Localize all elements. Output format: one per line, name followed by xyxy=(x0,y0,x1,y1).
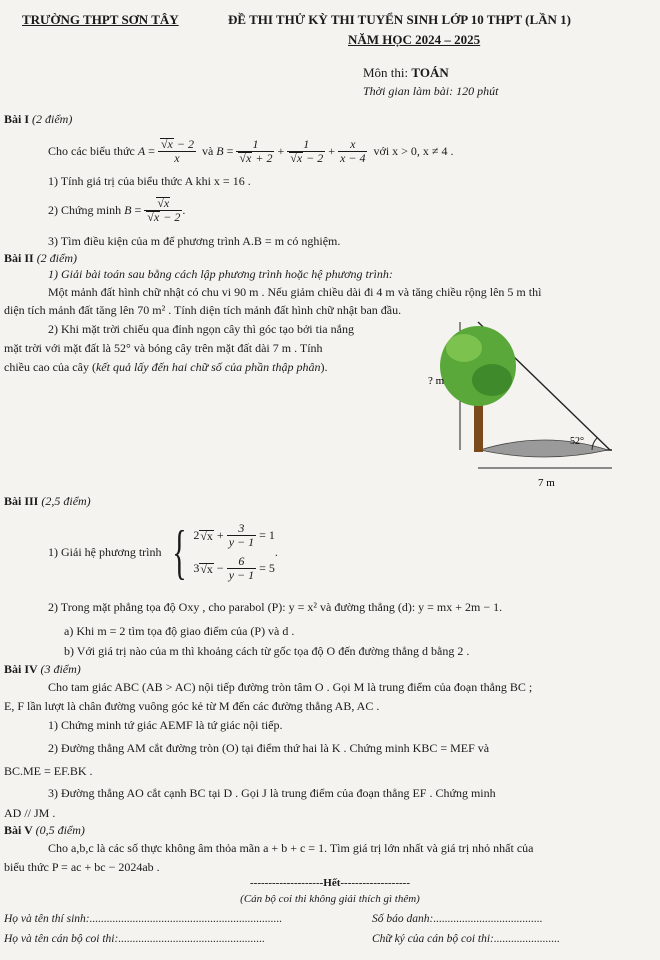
school-year: NĂM HỌC 2024 – 2025 xyxy=(348,32,481,47)
bai2-p1b: diện tích mảnh đất tăng lên 70 m² . Tính diện tích mảnh đất hình chữ nhật ban đầu. xyxy=(4,303,402,317)
bai3-q1-line: 1) Giải hệ phương trình { 2 √x + $\frac{3}{y - 1}$ = 1 3 √x − $\frac{6}{y - 1}$ = 5 . xyxy=(48,519,278,585)
bai2-p2c: chiều cao của cây ( xyxy=(4,360,96,374)
subject-line xyxy=(363,65,449,81)
bai4-heading xyxy=(4,662,81,677)
end-marker: --------------------Hết------------------- xyxy=(250,877,410,889)
bai1-heading xyxy=(4,112,72,127)
proctor-name-field xyxy=(4,933,265,945)
bai5-heading xyxy=(4,823,85,838)
bai3-q2b: b) Với giá trị nào của m thì khoảng cách từ gốc tọa độ O đến đường thẳng d bằng 2 . xyxy=(64,644,470,658)
sbd-field xyxy=(372,913,543,925)
formula-B-term2: $\frac{1}{√x - 2}$ xyxy=(287,138,325,165)
bai2-heading xyxy=(4,251,77,266)
shadow-icon xyxy=(480,440,608,457)
proctor-sign-field xyxy=(372,933,560,945)
proctor-note: (Cán bộ coi thi không giải thích gì thêm) xyxy=(240,893,420,905)
bai1-q2: 2) Chứng minh xyxy=(48,202,122,217)
proctor-name-label: Họ và tên cán bộ coi thi:................................................... xyxy=(4,933,265,945)
sbd-label: Số báo danh:...................................... xyxy=(372,913,543,925)
formula-B-term3: $\frac{x}{x - 4}$ xyxy=(340,136,366,165)
formula-B-term1: $\frac{1}{√x + 2}$ xyxy=(236,138,274,165)
formula-B-proof: $\frac{√x}{√x - 2}$ xyxy=(144,197,182,224)
bai1-condition: với x > 0, x ≠ 4 . xyxy=(373,143,454,158)
bai4-q2b: BC.ME = EF.BK . xyxy=(4,764,93,778)
bai4-p1: Cho tam giác ABC (AB > AC) nội tiếp đường tròn tâm O . Gọi M là trung điểm của đoạn thẳng BC ; xyxy=(48,680,533,694)
bai3-points: (2,5 điểm) xyxy=(41,494,91,508)
bai1-q1: 1) Tính giá trị của biểu thức A khi x = 16 . xyxy=(48,174,251,188)
bai4-q3b: AD // JM . xyxy=(4,806,56,820)
bai4-p2: E, F lần lượt là chân đường vuông góc kẻ từ M đến các đường thẳng AB, AC . xyxy=(4,699,380,713)
bai3-q2a: a) Khi m = 2 tìm tọa độ giao điểm của (P) và d . xyxy=(64,624,295,638)
exam-time: Thời gian làm bài: 120 phút xyxy=(363,84,499,98)
system-equations: 2 √x + $\frac{3}{y - 1}$ = 1 3 √x − $\frac{6}{y - 1}$ = 5 xyxy=(193,521,275,582)
exam-title: ĐỀ THI THỬ KỲ THI TUYỂN SINH LỚP 10 THPT (LẦN 1) xyxy=(228,12,572,27)
bai4-title: Bài IV xyxy=(4,662,38,676)
bai3-q2: 2) Trong mặt phẳng tọa độ Oxy , cho parabol (P): y = x² và đường thẳng (d): y = mx + 2m − 1. xyxy=(48,600,503,614)
candidate-name-label: Họ và tên thí sinh:................................................................... xyxy=(4,913,283,925)
bai1-title: Bài I xyxy=(4,112,30,126)
tree-highlight-icon xyxy=(446,334,482,362)
bai5-p1: Cho a,b,c là các số thực không âm thỏa mãn a + b + c = 1. Tìm giá trị lớn nhất và giá trị nhỏ nhất của xyxy=(48,841,534,855)
bai3-title: Bài III xyxy=(4,494,39,508)
bai4-points: (3 điểm) xyxy=(40,662,81,676)
bai3-q1: 1) Giải hệ phương trình xyxy=(48,544,162,559)
proctor-sign-label: Chữ ký của cán bộ coi thi:....................... xyxy=(372,933,561,945)
bai5-points: (0,5 điểm) xyxy=(35,823,85,837)
bai1-va: và xyxy=(201,143,214,158)
bai4-q3a: 3) Đường thẳng AO cắt cạnh BC tại D . Gọi J là trung điểm của đoạn thẳng EF . Chứng minh xyxy=(48,786,496,800)
bai2-p2a: 2) Khi mặt trời chiếu qua đỉnh ngọn cây thì góc tạo bởi tia nắng xyxy=(48,322,354,336)
bai1-points: (2 điểm) xyxy=(32,112,73,126)
tree-crown-icon xyxy=(440,326,516,406)
tree-trunk-icon xyxy=(474,398,483,452)
bai2-p2c-italic: kết quả lấy đến hai chữ số của phần thập phân xyxy=(95,360,321,374)
tree-shade-icon xyxy=(472,364,512,396)
bai4-q1: 1) Chứng minh tứ giác AEMF là tứ giác nội tiếp. xyxy=(48,718,283,732)
candidate-name-field xyxy=(4,913,282,925)
bai3-heading xyxy=(4,494,91,509)
bai2-title: Bài II xyxy=(4,251,34,265)
school-name: TRƯỜNG THPT SƠN TÂY xyxy=(22,12,179,27)
subject-label: Môn thi: xyxy=(363,65,409,80)
bai1-q2-line: 2) Chứng minh B = $\frac{√x}{√x - 2}$ . xyxy=(48,195,186,224)
fig-height-label: ? m xyxy=(428,375,445,387)
bai2-p1a: Một mảnh đất hình chữ nhật có chu vi 90 m . Nếu giảm chiều dài đi 4 m và tăng chiều rộng lên 5 m thì xyxy=(48,285,542,299)
bai2-p2c-line xyxy=(4,360,327,375)
bai2-p2b: mặt trời với mặt đất là 52° và bóng cây trên mặt đất dài 7 m . Tính xyxy=(4,341,323,355)
bai1-q3: 3) Tìm điều kiện của m để phương trình A.B = m có nghiệm. xyxy=(48,234,341,248)
bai2-p2c-end: ). xyxy=(320,360,328,374)
bai4-q2a: 2) Đường thẳng AM cắt đường tròn (O) tại điểm thứ hai là K . Chứng minh KBC = MEF và xyxy=(48,741,490,755)
bai5-p2: biểu thức P = ac + bc − 2024ab . xyxy=(4,860,160,874)
subject-name: TOÁN xyxy=(411,65,449,80)
formula-A: $\frac{√x - 2}{x}$ xyxy=(158,138,196,165)
fig-angle-label: 52° xyxy=(570,436,584,447)
tree-figure xyxy=(420,318,620,493)
system-brace-icon: { xyxy=(171,519,187,585)
bai1-intro-line: Cho các biểu thức A = $\frac{√x - 2}{x}$ và B = $\frac{1}{√x + 2}$ + $\frac{1}{√x - 2}$ + $\frac{x}{x - 4}$ với x > 0, x ≠ 4 . xyxy=(48,136,454,165)
bai5-title: Bài V xyxy=(4,823,33,837)
bai2-sub1: 1) Giải bài toán sau bằng cách lập phương trình hoặc hệ phương trình: xyxy=(48,267,393,281)
bai2-points: (2 điểm) xyxy=(36,251,78,265)
bai1-intro: Cho các biểu thức xyxy=(48,143,135,158)
fig-base-label: 7 m xyxy=(538,477,555,489)
